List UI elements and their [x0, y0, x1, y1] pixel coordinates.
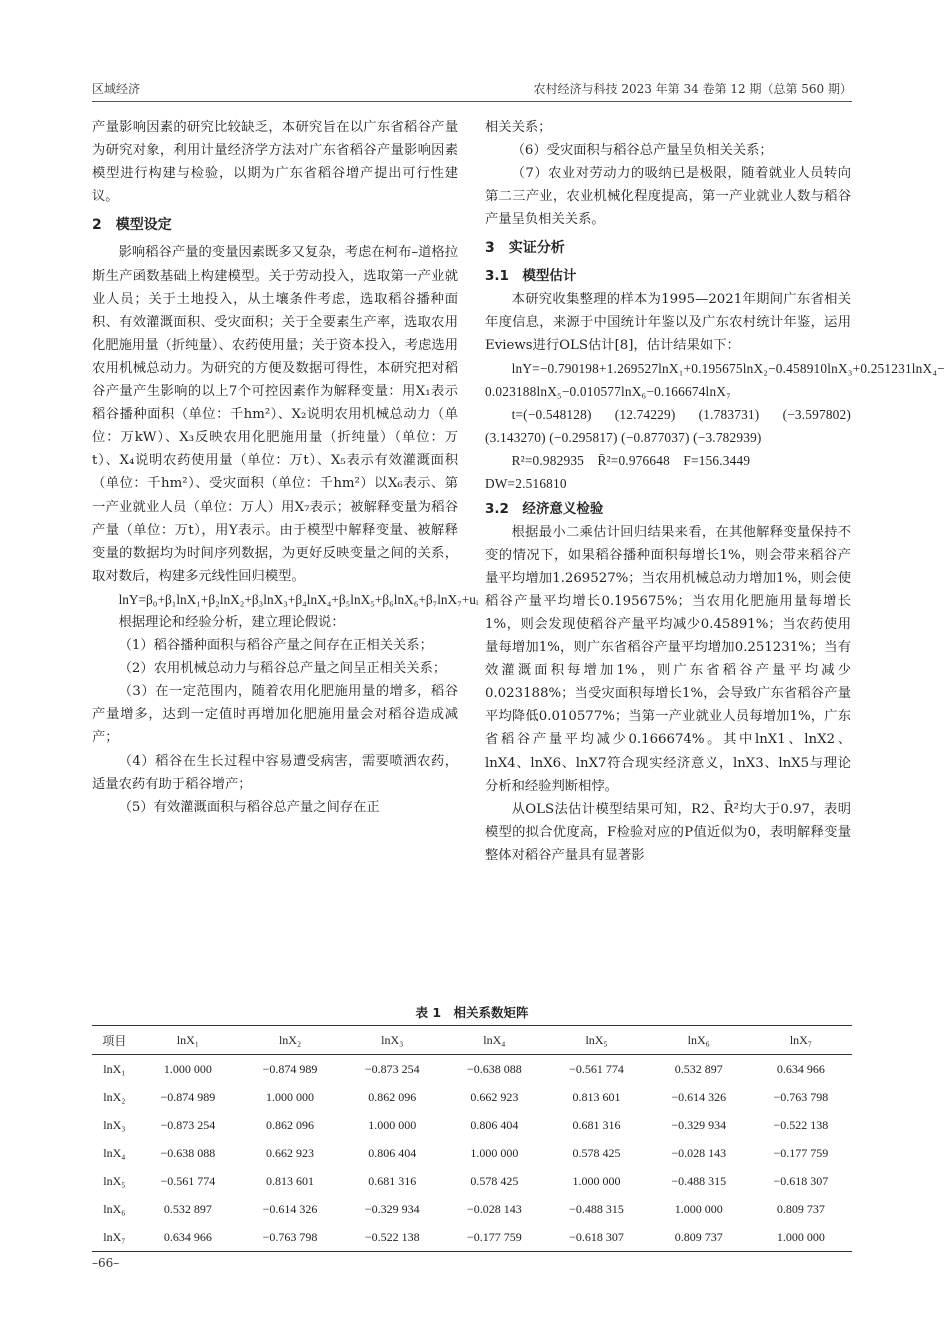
hypothesis-4: （4）稻谷在生长过程中容易遭受病害，需要喷洒农药，适量农药有助于稻谷增产；: [92, 753, 458, 792]
column-header: lnX₇: [750, 1026, 852, 1055]
table-cell: 0.809 737: [648, 1223, 750, 1252]
table-cell: −0.522 138: [341, 1223, 443, 1252]
row-label: lnX₂: [103, 1089, 126, 1104]
table-cell: −0.522 138: [773, 1117, 829, 1132]
row-label: lnX₅: [103, 1173, 126, 1188]
table-cell: −0.028 143: [466, 1201, 522, 1216]
table-row: [92, 1139, 852, 1167]
hypothesis-7: （7）农业对劳动力的吸纳已是极限，随着就业人员转向第二三产业，农业机械化程度提高，第一产业就业人数与稻谷产量呈负相关关系。: [485, 166, 851, 228]
ols-result-paragraph: 从OLS法估计模型结果可知，R2、R̄²均大于0.97，表明模型的拟合优度高，F检验对应的P值近似为0，表明解释变量整体对稻谷产量具有显著影: [485, 801, 851, 863]
table-cell: −0.177 759: [443, 1223, 545, 1252]
table-cell: −0.177 759: [773, 1145, 829, 1160]
table-cell: 0.662 923: [266, 1145, 315, 1160]
page-number: –66–: [92, 1256, 120, 1270]
intro-paragraph: 产量影响因素的研究比较缺乏，本研究旨在以广东省稻谷产量为研究对象，利用计量经济学方法对广东省稻谷产量影响因素模型进行构建与检验，以期为广东省稻谷增产提出可行性建议。: [92, 120, 458, 205]
economic-significance-paragraph: 根据最小二乘估计回归结果来看，在其他解释变量保持不变的情况下，如果稻谷播种面积每增长1%，则会带来稻谷产量平均增加1.269527%；当农用机械总动力增加1%，则会使稻谷产量平均增长0.195675%；当农用化肥施用量每增长1%，则会发现使稻谷产量平均减少0.45891%；当农药使用量每增加1%，则广东省稻谷产量平均增加0.251231%；当有效灌溉面积每增加1%，则广东省稻谷产量平均减少0.023188%；当受灾面积每增长1%，会导致广东省稻谷产量平均降低0.010577%；当第一产业就业人员每增加1%，广东省稻谷产量平均减少0.166674%。其中lnX1、lnX2、lnX4、lnX6、lnX7符合现实经济意义，lnX3、lnX5与理论分析和经验判断相悖。: [485, 524, 851, 794]
hypothesis-2: （2）农用机械总动力与稻谷总产量之间呈正相关关系；: [118, 661, 447, 677]
journal-info: 农村经济与科技 2023 年第 34 卷第 12 期（总第 560 期）: [533, 82, 852, 96]
table-cell: 0.862 096: [368, 1089, 417, 1104]
correlation-matrix-table: [92, 1025, 852, 1252]
estimation-paragraph: 本研究收集整理的样本为1995—2021年期间广东省相关年度信息，来源于中国统计年鉴以及广东农村统计年鉴，运用Eviews进行OLS估计[8]，估计结果如下：: [485, 291, 851, 353]
table-cell: 1.000 000: [750, 1223, 852, 1252]
table-cell: −0.329 934: [671, 1117, 727, 1132]
table-cell: −0.488 315: [671, 1173, 727, 1188]
table-cell: −0.329 934: [364, 1201, 420, 1216]
table-cell: −0.618 307: [773, 1173, 829, 1188]
fit-statistics: R²=0.982935 R̄²=0.976648 F=156.3449: [511, 453, 751, 469]
column-header: lnX₃: [341, 1026, 443, 1055]
subsection-3-2-heading: 3.2 经济意义检验: [485, 500, 604, 517]
column-header: lnX₆: [648, 1026, 750, 1055]
hypothesis-3: （3）在一定范围内，随着农用化肥施用量的增多，稻谷产量增多，达到一定值时再增加化肥施用量会对稻谷造成减产；: [92, 684, 458, 746]
model-equation: lnY=β₀+β₁lnX₁+β₂lnX₂+β₃lnX₃+β₄lnX₄+β₅lnX₅+β₆lnX₆+β₇lnX₇+uᵢ: [118, 591, 479, 607]
left-column: [92, 116, 479, 819]
model-setup-paragraph: 影响稻谷产量的变量因素既多又复杂，考虑在柯布–道格拉斯生产函数基础上构建模型。关于劳动投入，选取第一产业就业人员；关于土地投入，从土壤条件考虑，选取稻谷播种面积、有效灌溉面积、受灾面积；关于全要素生产率，选取农用化肥施用量（折纯量）、农药使用量；关于资本投入，考虑选用农用机械总动力。为研究的方便及数据可得性，本研究把对稻谷产量产生影响的以上7个可控因素作为解释变量：用X₁表示稻谷播种面积（单位：千hm²）、X₂说明农用机械总动力（单位：万kW）、X₃反映农用化肥施用量（折纯量）（单位：万t）、X₄说明农药使用量（单位：万t）、X₅表示有效灌溉面积（单位：千hm²）、受灾面积（单位：千hm²）以X₆表示、第一产业就业人员（单位：万人）用X₇表示；被解释变量为稻谷产量（单位：万t），用Y表示。由于模型中解释变量、被解释变量的数据均为时间序列数据，为更好反映变量之间的关系，取对数后，构建多元线性回归模型。: [92, 245, 458, 584]
subsection-3-1-heading: 3.1 模型估计: [485, 267, 577, 284]
table-cell: 0.634 966: [137, 1223, 239, 1252]
table-cell: −0.561 774: [569, 1061, 624, 1076]
table-row: [92, 1055, 852, 1084]
table-cell: 0.578 425: [470, 1173, 519, 1188]
table-cell: −0.614 326: [262, 1201, 318, 1216]
durbin-watson: DW=2.516810: [485, 476, 567, 492]
table-cell: 0.578 425: [572, 1145, 621, 1160]
table-cell: −0.874 989: [160, 1089, 216, 1104]
table-cell: 0.806 404: [470, 1117, 519, 1132]
column-header: lnX₂: [239, 1026, 341, 1055]
table-cell: −0.028 143: [671, 1145, 727, 1160]
table-cell: −0.873 254: [364, 1061, 420, 1076]
table-row: [92, 1195, 852, 1223]
table-cell: −0.873 254: [160, 1117, 216, 1132]
table-row: [92, 1167, 852, 1195]
column-header: 项目: [92, 1026, 137, 1055]
table-caption: 表 1 相关系数矩阵: [415, 1005, 529, 1020]
table-cell: −0.638 088: [466, 1061, 522, 1076]
column-header: lnX₁: [137, 1026, 239, 1055]
table-cell: −0.488 315: [569, 1201, 624, 1216]
section-2-heading: 2 模型设定: [92, 217, 172, 234]
column-header: lnX₄: [443, 1026, 545, 1055]
table-cell: −0.763 798: [239, 1223, 341, 1252]
table-cell: −0.618 307: [545, 1223, 647, 1252]
table-cell: 0.813 601: [572, 1089, 621, 1104]
table-cell: 0.681 316: [572, 1117, 621, 1132]
row-label: lnX₄: [103, 1145, 126, 1160]
hypothesis-5-continued: 相关关系；: [485, 120, 552, 135]
section-label: 区域经济: [92, 82, 141, 96]
table-cell: −0.638 088: [160, 1145, 216, 1160]
table-cell: 0.681 316: [368, 1173, 417, 1188]
hypothesis-5: （5）有效灌溉面积与稻谷总产量之间存在正: [118, 799, 380, 815]
row-label: lnX₆: [103, 1201, 126, 1216]
table-cell: 1.000 000: [470, 1145, 519, 1160]
hypothesis-6: （6）受灾面积与稻谷总产量呈负相关关系；: [511, 143, 773, 159]
running-header: [92, 80, 852, 98]
header-rule: [92, 101, 852, 102]
section-3-heading: 3 实证分析: [485, 240, 565, 257]
table-cell: −0.561 774: [160, 1173, 216, 1188]
table-cell: −0.874 989: [262, 1061, 318, 1076]
estimated-equation: lnY=−0.790198+1.269527lnX₁+0.195675lnX₂−0.458910lnX₃+0.251231lnX₄− 0.023188lnX₅−0.010577lnX₆−0.166674lnX₇: [485, 360, 945, 400]
table-cell: 0.809 737: [776, 1201, 825, 1216]
table-cell: 0.634 966: [776, 1061, 825, 1076]
row-label: lnX₇: [92, 1223, 137, 1252]
table-cell: 1.000 000: [163, 1061, 212, 1076]
row-label: lnX₁: [103, 1061, 126, 1076]
table-body: [92, 1055, 852, 1252]
table-cell: 0.862 096: [266, 1117, 315, 1132]
table-cell: 1.000 000: [674, 1201, 723, 1216]
table-header-row: [92, 1026, 852, 1055]
table-cell: 0.532 897: [163, 1201, 212, 1216]
table-row: [92, 1223, 852, 1252]
table-row: [92, 1111, 852, 1139]
table-cell: 0.813 601: [266, 1173, 315, 1188]
hypothesis-intro: 根据理论和经验分析，建立理论假说：: [118, 614, 345, 630]
table-cell: −0.763 798: [773, 1089, 829, 1104]
table-row: [92, 1083, 852, 1111]
table-cell: 0.532 897: [674, 1061, 723, 1076]
table-cell: 1.000 000: [368, 1117, 417, 1132]
table-cell: 1.000 000: [266, 1089, 315, 1104]
table-cell: 0.662 923: [470, 1089, 519, 1104]
table-cell: 1.000 000: [572, 1173, 621, 1188]
column-header: lnX₅: [545, 1026, 647, 1055]
row-label: lnX₃: [103, 1117, 126, 1132]
hypothesis-1: （1）稻谷播种面积与稻谷产量之间存在正相关关系；: [118, 638, 433, 654]
table-cell: −0.614 326: [671, 1089, 727, 1104]
t-statistics: t=(−0.548128) (12.74229) (1.783731) (−3.597802) (3.143270) (−0.295817) (−0.877037) (−3.782939): [485, 407, 851, 446]
table-cell: 0.806 404: [368, 1145, 417, 1160]
right-column: [485, 116, 945, 867]
